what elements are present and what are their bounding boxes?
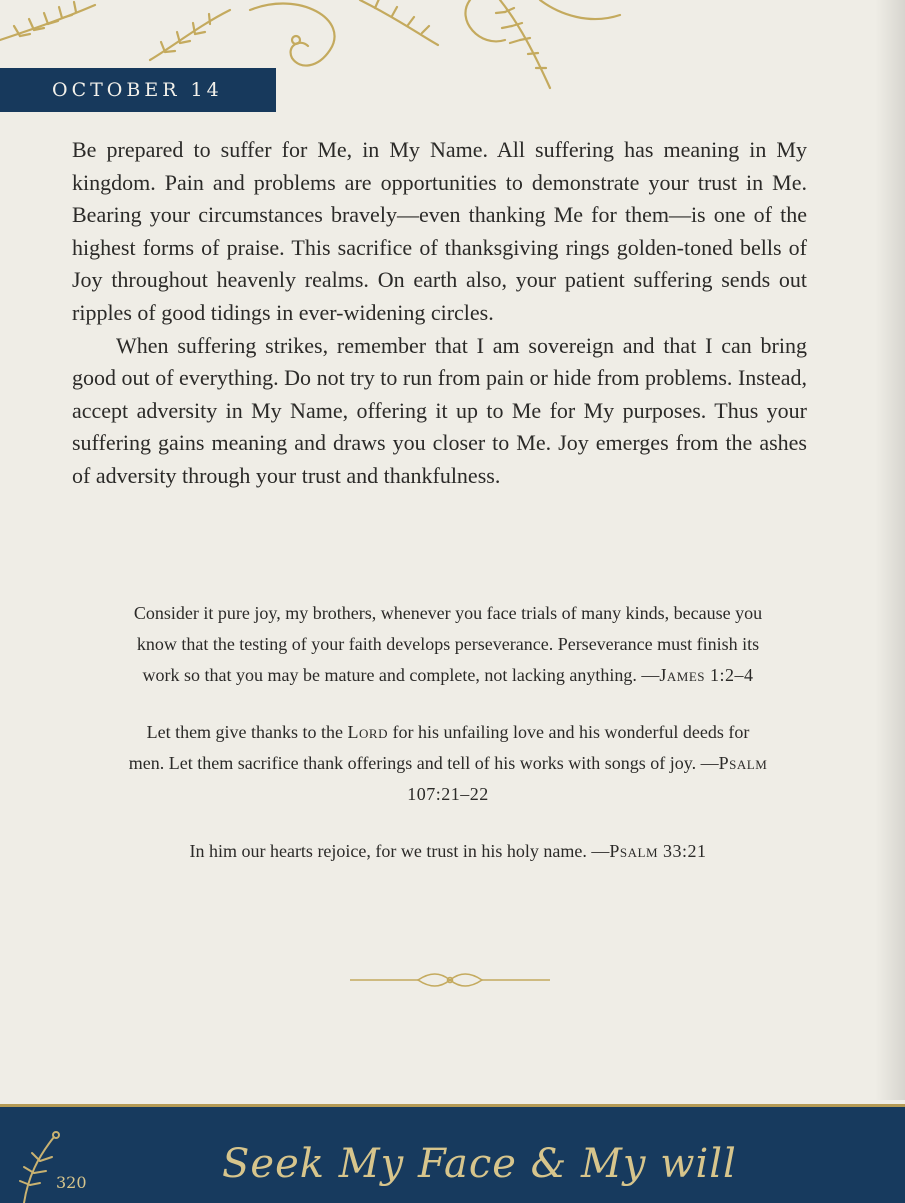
scripture-quote: [128, 717, 768, 810]
scripture-block: [128, 598, 768, 867]
scripture-text: for his unfailing love and his wonderful deeds for men. Let them sacrifice thank offerings and tell of his works with songs of joy. —: [128, 722, 750, 773]
scripture-text: Let them give thanks to the: [146, 722, 348, 742]
divider-flourish-icon: [350, 966, 550, 994]
scripture-text: In him our hearts rejoice, for we trust in his holy name. —: [189, 841, 610, 861]
scripture-text: Consider it pure joy, my brothers, whenever you face trials of many kinds, because you know that the testing of your faith develops perseverance. Perseverance must finish its work so that you may be mature and complete, not lacking anything. —: [133, 603, 763, 685]
devotional-paragraph: Be prepared to suffer for Me, in My Name. All suffering has meaning in My kingdom. Pain and problems are opportunities to demonstrate your trust in Me. Bearing your circumstances bravely—even thanking Me for them—is one of the highest forms of praise. This sacrifice of thanksgiving rings golden-toned bells of Joy throughout heavenly realms. On earth also, your patient suffering sends out ripples of good tidings in ever-widening circles.: [72, 137, 807, 325]
scripture-quote: [128, 836, 768, 867]
page-number: 320: [56, 1173, 87, 1192]
date-label: OCTOBER 14: [52, 79, 223, 101]
devotional-paragraph: When suffering strikes, remember that I am sovereign and that I can bring good out of everything. Do not try to run from pain or hide from problems. Instead, accept adversity in My Name, offering it up to Me for My purposes. Thus your suffering gains meaning and draws you closer to Me. Joy emerges from the ashes of adversity through your trust and thankfulness.: [72, 332, 807, 488]
scripture-quote: [128, 598, 768, 691]
scripture-reference: Psalm 107:21–22: [407, 753, 768, 804]
scripture-reference: James 1:2–4: [659, 665, 754, 685]
lord-small-caps: Lord: [347, 722, 388, 742]
date-banner: [0, 68, 276, 112]
footer-tagline: Seek My Face & My will: [222, 1141, 737, 1187]
scripture-reference: Psalm 33:21: [609, 841, 707, 861]
footer-band: [0, 1104, 905, 1203]
page-edge-shadow: [875, 0, 905, 1100]
devotional-text: [72, 134, 807, 493]
